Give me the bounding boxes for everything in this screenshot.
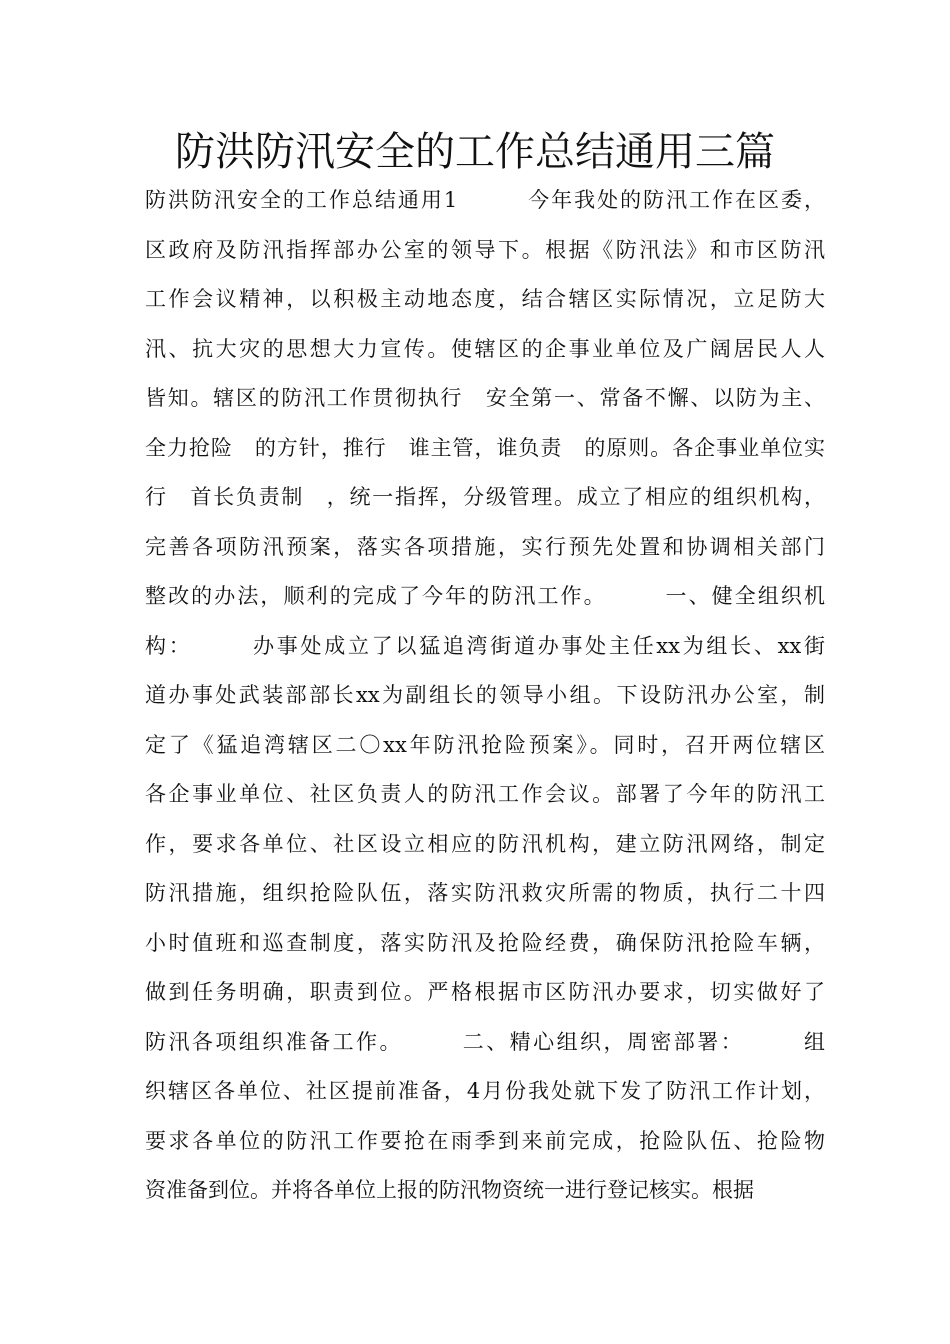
body-line: 区政府及防汛指挥部办公室的领导下。根据《防汛法》和市区防汛 [145, 237, 825, 262]
document-title: 防洪防汛安全的工作总结通用三篇 [175, 129, 775, 175]
body-line: 织辖区各单位、社区提前准备，4月份我处就下发了防汛工作计划， [145, 1079, 825, 1103]
body-line: 要求各单位的防汛工作要抢在雨季到来前完成，抢险队伍、抢险物 [145, 1128, 825, 1153]
body-line: 防汛各项组织准备工作。 二、精心组织，周密部署： 组 [145, 1029, 825, 1054]
body-line: 定了《猛追湾辖区二〇xx年防汛抢险预案》。同时，召开两位辖区 [145, 732, 825, 757]
body-line: 资准备到位。并将各单位上报的防汛物资统一进行登记核实。根据 [145, 1178, 754, 1202]
body-line: 各企事业单位、社区负责人的防汛工作会议。部署了今年的防汛工 [145, 782, 825, 806]
body-line: 全力抢险 的方针，推行 谁主管，谁负责 的原则。各企事业单位实 [145, 435, 825, 460]
body-line: 皆知。辖区的防汛工作贯彻执行 安全第一、常备不懈、以防为主、 [145, 386, 825, 410]
body-line: 构： 办事处成立了以猛追湾街道办事处主任xx为组长、xx街 [145, 633, 825, 658]
body-line: 防汛措施，组织抢险队伍，落实防汛救灾所需的物质，执行二十四 [145, 881, 825, 905]
body-line: 小时值班和巡查制度，落实防汛及抢险经费，确保防汛抢险车辆， [145, 930, 825, 955]
body-line: 行 首长负责制 ，统一指挥，分级管理。成立了相应的组织机构， [145, 485, 825, 509]
body-line: 汛、抗大灾的思想大力宣传。使辖区的企事业单位及广阔居民人人 [145, 336, 825, 361]
body-line: 做到任务明确，职责到位。严格根据市区防汛办要求，切实做好了 [145, 980, 825, 1004]
body-line: 完善各项防汛预案，落实各项措施，实行预先处置和协调相关部门 [145, 534, 825, 559]
body-line: 道办事处武装部部长xx为副组长的领导小组。下设防汛办公室，制 [145, 683, 825, 707]
document-body [145, 176, 825, 1216]
body-line: 整改的办法，顺利的完成了今年的防汛工作。 一、健全组织机 [145, 584, 825, 608]
body-line: 工作会议精神，以积极主动地态度，结合辖区实际情况，立足防大 [145, 287, 825, 311]
body-line: 作，要求各单位、社区设立相应的防汛机构，建立防汛网络，制定 [145, 831, 825, 856]
body-line: 防洪防汛安全的工作总结通用1 今年我处的防汛工作在区委， [145, 188, 825, 212]
